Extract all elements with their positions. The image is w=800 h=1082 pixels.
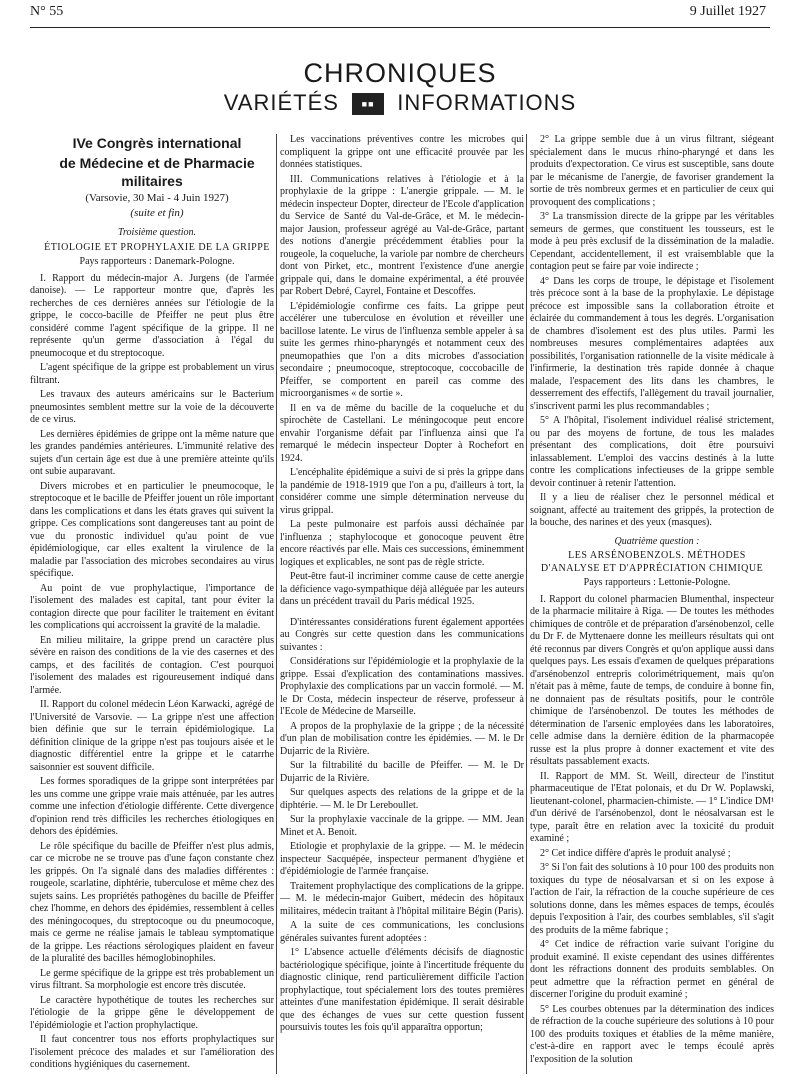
question-4-title: LES ARSÉNOBENZOLS. MÉTHODES D'ANALYSE ET D'APPRÉCIATION CHIMIQUE [540,550,764,574]
paragraph: 5° A l'hôpital, l'isolement individuel réalisé strictement, ou par des moyens de fortune, de tous les malades présentant des complications, doit être poursuivi inlassablement. L'emploi des vaccins destinés à la lutte contre les complications infectieuses de la grippe semble devoir continuer à retenir l'attention. [530,415,774,489]
article-suite: (suite et fin) [130,206,184,219]
paragraph: L'épidémiologie confirme ces faits. La grippe peut accélérer une tuberculose en évolution et réveiller une bacillose latente. Le virus de l'influenza semble appeler à sa suite les germes rhino-pharyngés et notamment ceux des pneumopathies que l'on a dits microbes d'association secondaire ; pneumocoque, streptocoque, coccobacille de Pfeiffer, se comportent en pareil cas comme des microorganismes « de sortie ». [280,300,524,399]
paragraph: Le caractère hypothétique de toutes les recherches sur l'étiologie de la grippe gêne le développement de l'épidémiologie et l'action prophylactique. [30,994,274,1031]
paragraph: Les formes sporadiques de la grippe sont interprétées par les uns comme une grippe vraie mais atténuée, par les autres comme une infection d'étiologie différente. Cette divergence d'opinion rend très difficiles les recherches étiologiques en dehors des épidémies. [30,776,274,837]
paragraph: II. Rapport du colonel médecin Léon Karwacki, agrégé de l'Université de Varsovie. — La grippe n'est une affection bien définie que sur le terrain épidémiologique. La définition clinique de la grippe n'est pas toujours aisée et le diagnostic différentiel entre la grippe et le catarrhe saisonnier est souvent difficile. [30,699,274,773]
question-4-rapporteurs: Pays rapporteurs : Lettonie-Pologne. [583,577,731,588]
masthead-varietes: VARIÉTÉS [223,90,339,115]
paragraph: Il y a lieu de réaliser chez le personnel médical et soignant, affecté au traitement des grippés, la protection de la bouche, des narines et des yeux (masques). [530,492,774,528]
masthead-informations: INFORMATIONS [397,90,577,115]
article-title-line1: IVe Congrès international [72,135,242,151]
paragraph: Etiologie et prophylaxie de la grippe. — M. le médecin inspecteur Sacquépée, inspecteur permanent d'hygiène et d'épidémiologie de l'armée française. [280,841,524,877]
issue-date: 9 Juillet 1927 [689,4,766,19]
question-3-rapporteurs: Pays rapporteurs : Danemark-Pologne. [79,256,235,267]
paragraph: 5° Les courbes obtenues par la détermination des indices de réfraction de la couche supérieure des solutions à 10 pour 100 des produits toxiques et établies de la même manière, c'est-à-dire en rapport avec le temps écoulé après l'exposition de la solution [530,1003,774,1065]
paragraph: I. Rapport du médecin-major A. Jurgens (de l'armée danoise). — Le rapporteur montre que, d'après les recherches de ces dernières années sur l'étiologie de la grippe, le cocco-bacille de Pfeiffer ne peut plus être considéré comme l'agent spécifique de la grippe. Il ne représente qu'un germe d'association à l'égal du pneumocoque et du streptocoque. [30,272,274,359]
paragraph: A la suite de ces communications, les conclusions générales suivantes furent adoptées : [280,920,524,944]
question-4-label: Quatrième question : [614,535,700,547]
paragraph: Les travaux des auteurs américains sur le Bacterium pneumosintes semblent mettre sur la voie de la découverte de ce virus. [30,389,274,425]
paragraph: Sur quelques aspects des relations de la grippe et de la diphtérie. — M. le Dr Lereboullet. [280,787,524,811]
column-3 [530,134,774,1076]
paragraph: L'encéphalite épidémique a suivi de si près la grippe dans la pandémie de 1918-1919 que l'on a pu, d'ailleurs à tort, la considérer comme une simple détermination nerveuse du virus grippal. [280,467,524,516]
header-rule [30,27,770,28]
masthead-emblem-icon: ■■ [352,93,384,115]
masthead-subtitle [0,90,800,116]
paragraph: Il en va de même du bacille de la coqueluche et du spirochète de Castellani. Le méningocoque peut encore envahir l'organisme défait par l'influenza ainsi que l'a remarqué le médecin inspecteur Dopter à Rochefort en 1924. [280,402,524,464]
paragraph: Les dernières épidémies de grippe ont la même nature que les grandes pandémies antérieures. L'immunité relative des sujets d'un certain âge est due à une première atteinte qu'ils ont subie auparavant. [30,428,274,477]
paragraph: Divers microbes et en particulier le pneumocoque, le streptocoque et le bacille de Pfeiffer jouent un rôle important dans les complications et dans les états graves qui suivent la grippe. Ces complications sont dangereuses tant au point de vue du pronostic individuel qu'au point de vue épidémiologique, car elles exaltent la virulence de la maladie par l'association des microbes secondaires au virus spécifique. [30,480,274,579]
paragraph: En milieu militaire, la grippe prend un caractère plus sévère en raison des conditions de la vie des casernes et des camps, et des facilités de contagion. C'est pourquoi l'isolement des malades est rigoureusement indiqué dans l'armée. [30,634,274,696]
paragraph: 4° Dans les corps de troupe, le dépistage et l'isolement très précoce sont à la base de la prophylaxie. Le dépistage précoce est impossible sans la collaboration étroite et éclairée du commandement à tous les degrés. L'organisation de chambres d'isolement est des plus utiles. Parmi les nombreuses mesures complémentaires adaptées aux possibilités, l'organisation rationnelle de la visite médicale à l'infirmerie, la destination très rapide donnée à chaque malade, l'espacement des lits dans les chambres, le desserrement des effectifs, l'allègement du travail journalier, s'inscrivent parmi les plus recommandables ; [530,275,774,412]
paragraph: Sur la filtrabilité du bacille de Pfeiffer. — M. le Dr Dujarric de la Rivière. [280,760,524,784]
paragraph: Le rôle spécifique du bacille de Pfeiffer n'est plus admis, car ce microbe ne se trouve pas d'une façon constante chez les grippés. On l'a signalé dans des maladies différentes : rougeole, scarlatine, diphtérie, tuberculose et même chez des sujets sains. Les propriétés pathogènes du bacille de Pfeiffer chez l'homme, en dehors des épidémies, ressemblent à celles des méningocoques, du streptocoque ou du pneumocoque, mais ce germe ne réalise jamais le tableau symptomatique de la grippe. Les réactions sérologiques plaident en faveur de la pluralité des bacilles hémoglobinophiles. [30,840,274,964]
issue-number: N° 55 [30,4,64,19]
paragraph: II. Rapport de MM. St. Weill, directeur de l'institut pharmaceutique de l'Etat polonais, et du Dr W. Poplawski, lieutenant-colonel, pharmacien-chimiste. — 1° L'indice DM¹ d'un dérivé de l'arsénobenzol, dont le néosalvarsan est le type, paraît être en relation avec la toxicité du produit examiné ; [530,770,774,844]
paragraph: I. Rapport du colonel pharmacien Blumenthal, inspecteur de la pharmacie militaire à Riga. — De toutes les méthodes chimiques de contrôle et de préparation d'arsénobenzol, celle du Dr F. de Myttenaere donne les meilleurs résultats qui ont été reconnus par divers Congrès et qu'on applique aussi dans quelques pays. Les essais d'examen de quelques préparations d'arsénobenzol entrepris colorimétriquement, mais qu'on n'était pas à même, faute de temps, de conduire à bonne fin, ne donnaient pas de résultats positifs, pour le contrôle chimique de l'arsénobenzol. De toutes les méthodes de détermination de l'arsenic employées dans les laboratoires, celle admise dans la dernière édition de la pharmacopée russe est la plus propre à donner exactement et vite des résultats passablement exacts. [530,593,774,767]
paragraph: Il faut concentrer tous nos efforts prophylactiques sur l'isolement précoce des malades et sur l'amélioration des conditions hygiéniques du casernement. [30,1034,274,1070]
paragraph: 4° Cet indice de réfraction varie suivant l'origine du produit examiné. Il existe cependant des usines différentes dont les réfractions donnent des produits semblables. On peut admettre que la réfraction permet en général de discerner l'origine du produit examiné ; [530,939,774,1000]
paragraph: 2° Cet indice diffère d'après le produit analysé ; [540,847,731,859]
paragraph: Considérations sur l'épidémiologie et la prophylaxie de la grippe. Essai d'explication des contaminations massives. Prophylaxie des complications par un vaccin formolé. — M. le Dr Costa, médecin inspecteur de réserve, professeur à l'Ecole de Médecine de Marseille. [280,656,524,717]
paragraph: 3° Si l'on fait des solutions à 10 pour 100 des produits non toxiques du type de néosalvarsan et si on les expose à l'action de l'air, la réfraction de la couche supérieure de ces solutions donne, dans les mêmes espaces de temps, écoulés depuis l'exposition à l'air, des courbes semblables, s'il s'agit des produits de la même fabrique ; [530,862,774,936]
paragraph: Le germe spécifique de la grippe est très probablement un virus filtrant. Sa morphologie est encore très discutée. [30,967,274,991]
paragraph: 1° L'absence actuelle d'éléments décisifs de diagnostic bactériologique spécifique, jointe à l'incertitude fréquente du diagnostic clinique, rend particulièrement difficile l'action prophylactique, tout spécialement lors des toutes premières atteintes d'une manifestation épidémique. Il serait désirable que des échanges de vues sur cette question fussent poursuivis toutes les fois qu'il apparaîtra opportun; [280,947,524,1033]
paragraph: L'agent spécifique de la grippe est probablement un virus filtrant. [30,362,274,386]
paragraph: D'intéressantes considérations furent également apportées au Congrès sur cette question dans les communications suivantes : [280,616,524,653]
paragraph: 2° La grippe semble due à un virus filtrant, siégeant spécialement dans le mucus rhino-pharyngé et dans les produits d'expectoration. Ce virus est susceptible, sans doute par le mécanisme de l'anergie, de favoriser grandement la sortie de très nombreux germes et en particulier de ceux qui provoquent des complications ; [530,134,774,208]
paragraph: Sur la prophylaxie vaccinale de la grippe. — MM. Jean Minet et A. Benoit. [280,814,524,838]
paragraph: III. Communications relatives à l'étiologie et à la prophylaxie de la grippe : L'anergie grippale. — M. le médecin inspecteur Dopter, directeur de l'Ecole d'application du Service de Santé du Val-de-Grâce, et M. le médecin-major Jausion, professeur agrégé au Val-de-Grâce, partant des notions d'anergie précédemment établies pour la rougeole, la coqueluche, la variole par nombre de chercheurs dont von Pirket, etc., montrent l'existence d'une anergie grippale qui, dans le domaine expérimental, a été prouvée par Robert Debré, Cayrel, Fontaine et Descoffes. [280,173,524,297]
question-3-title: ÉTIOLOGIE ET PROPHYLAXIE DE LA GRIPPE [44,241,270,253]
masthead-chroniques: CHRONIQUES [303,58,497,88]
paragraph: A propos de la prophylaxie de la grippe ; de la nécessité d'un plan de mobilisation contre les épidémies. — M. le Dr Dujarric de la Rivière. [280,720,524,757]
column-2 [280,134,524,1076]
paragraph: Peut-être faut-il incriminer comme cause de cette anergie la déficience vago-sympathique déjà alléguée par les auteurs dans un précédent travail du Paris médical 1925. [280,571,524,607]
article-title-line2: de Médecine et de Pharmacie militaires [59,155,255,189]
column-divider [276,134,277,1074]
paragraph: Traitement prophylactique des complications de la grippe. — M. le médecin-major Guibert, médecin des hôpitaux militaires, médecin traitant à l'hôpital militaire Bégin (Paris). [280,880,524,917]
paragraph: Les vaccinations préventives contre les microbes qui compliquent la grippe ont une efficacité prouvée par les données statistiques. [280,134,524,170]
column-divider [526,134,527,1074]
paragraph: 3° La transmission directe de la grippe par les véritables semeurs de germes, que constituent les tousseurs, est le mode à peu près exclusif de la dissémination de la maladie. Cependant, accidentellement, il est vraisemblable que la contagion peut se faire par voie indirecte ; [530,211,774,272]
paragraph: Au point de vue prophylactique, l'importance de l'isolement des malades est capital, tant pour éviter la contagion directe que pour faciliter le traitement en évitant les complications qui accroissent la gravité de la maladie. [30,582,274,631]
column-1 [30,134,274,1076]
paragraph: La peste pulmonaire est parfois aussi déchaînée par l'influenza ; staphylocoque et gonocoque peuvent être encore réactivés par elle. Mais ces successions, éminemment logiques et explicables, ne sont pas de règle stricte. [280,519,524,568]
article-place: (Varsovie, 30 Mai - 4 Juin 1927) [85,192,229,204]
question-3-label: Troisième question. [118,227,196,238]
